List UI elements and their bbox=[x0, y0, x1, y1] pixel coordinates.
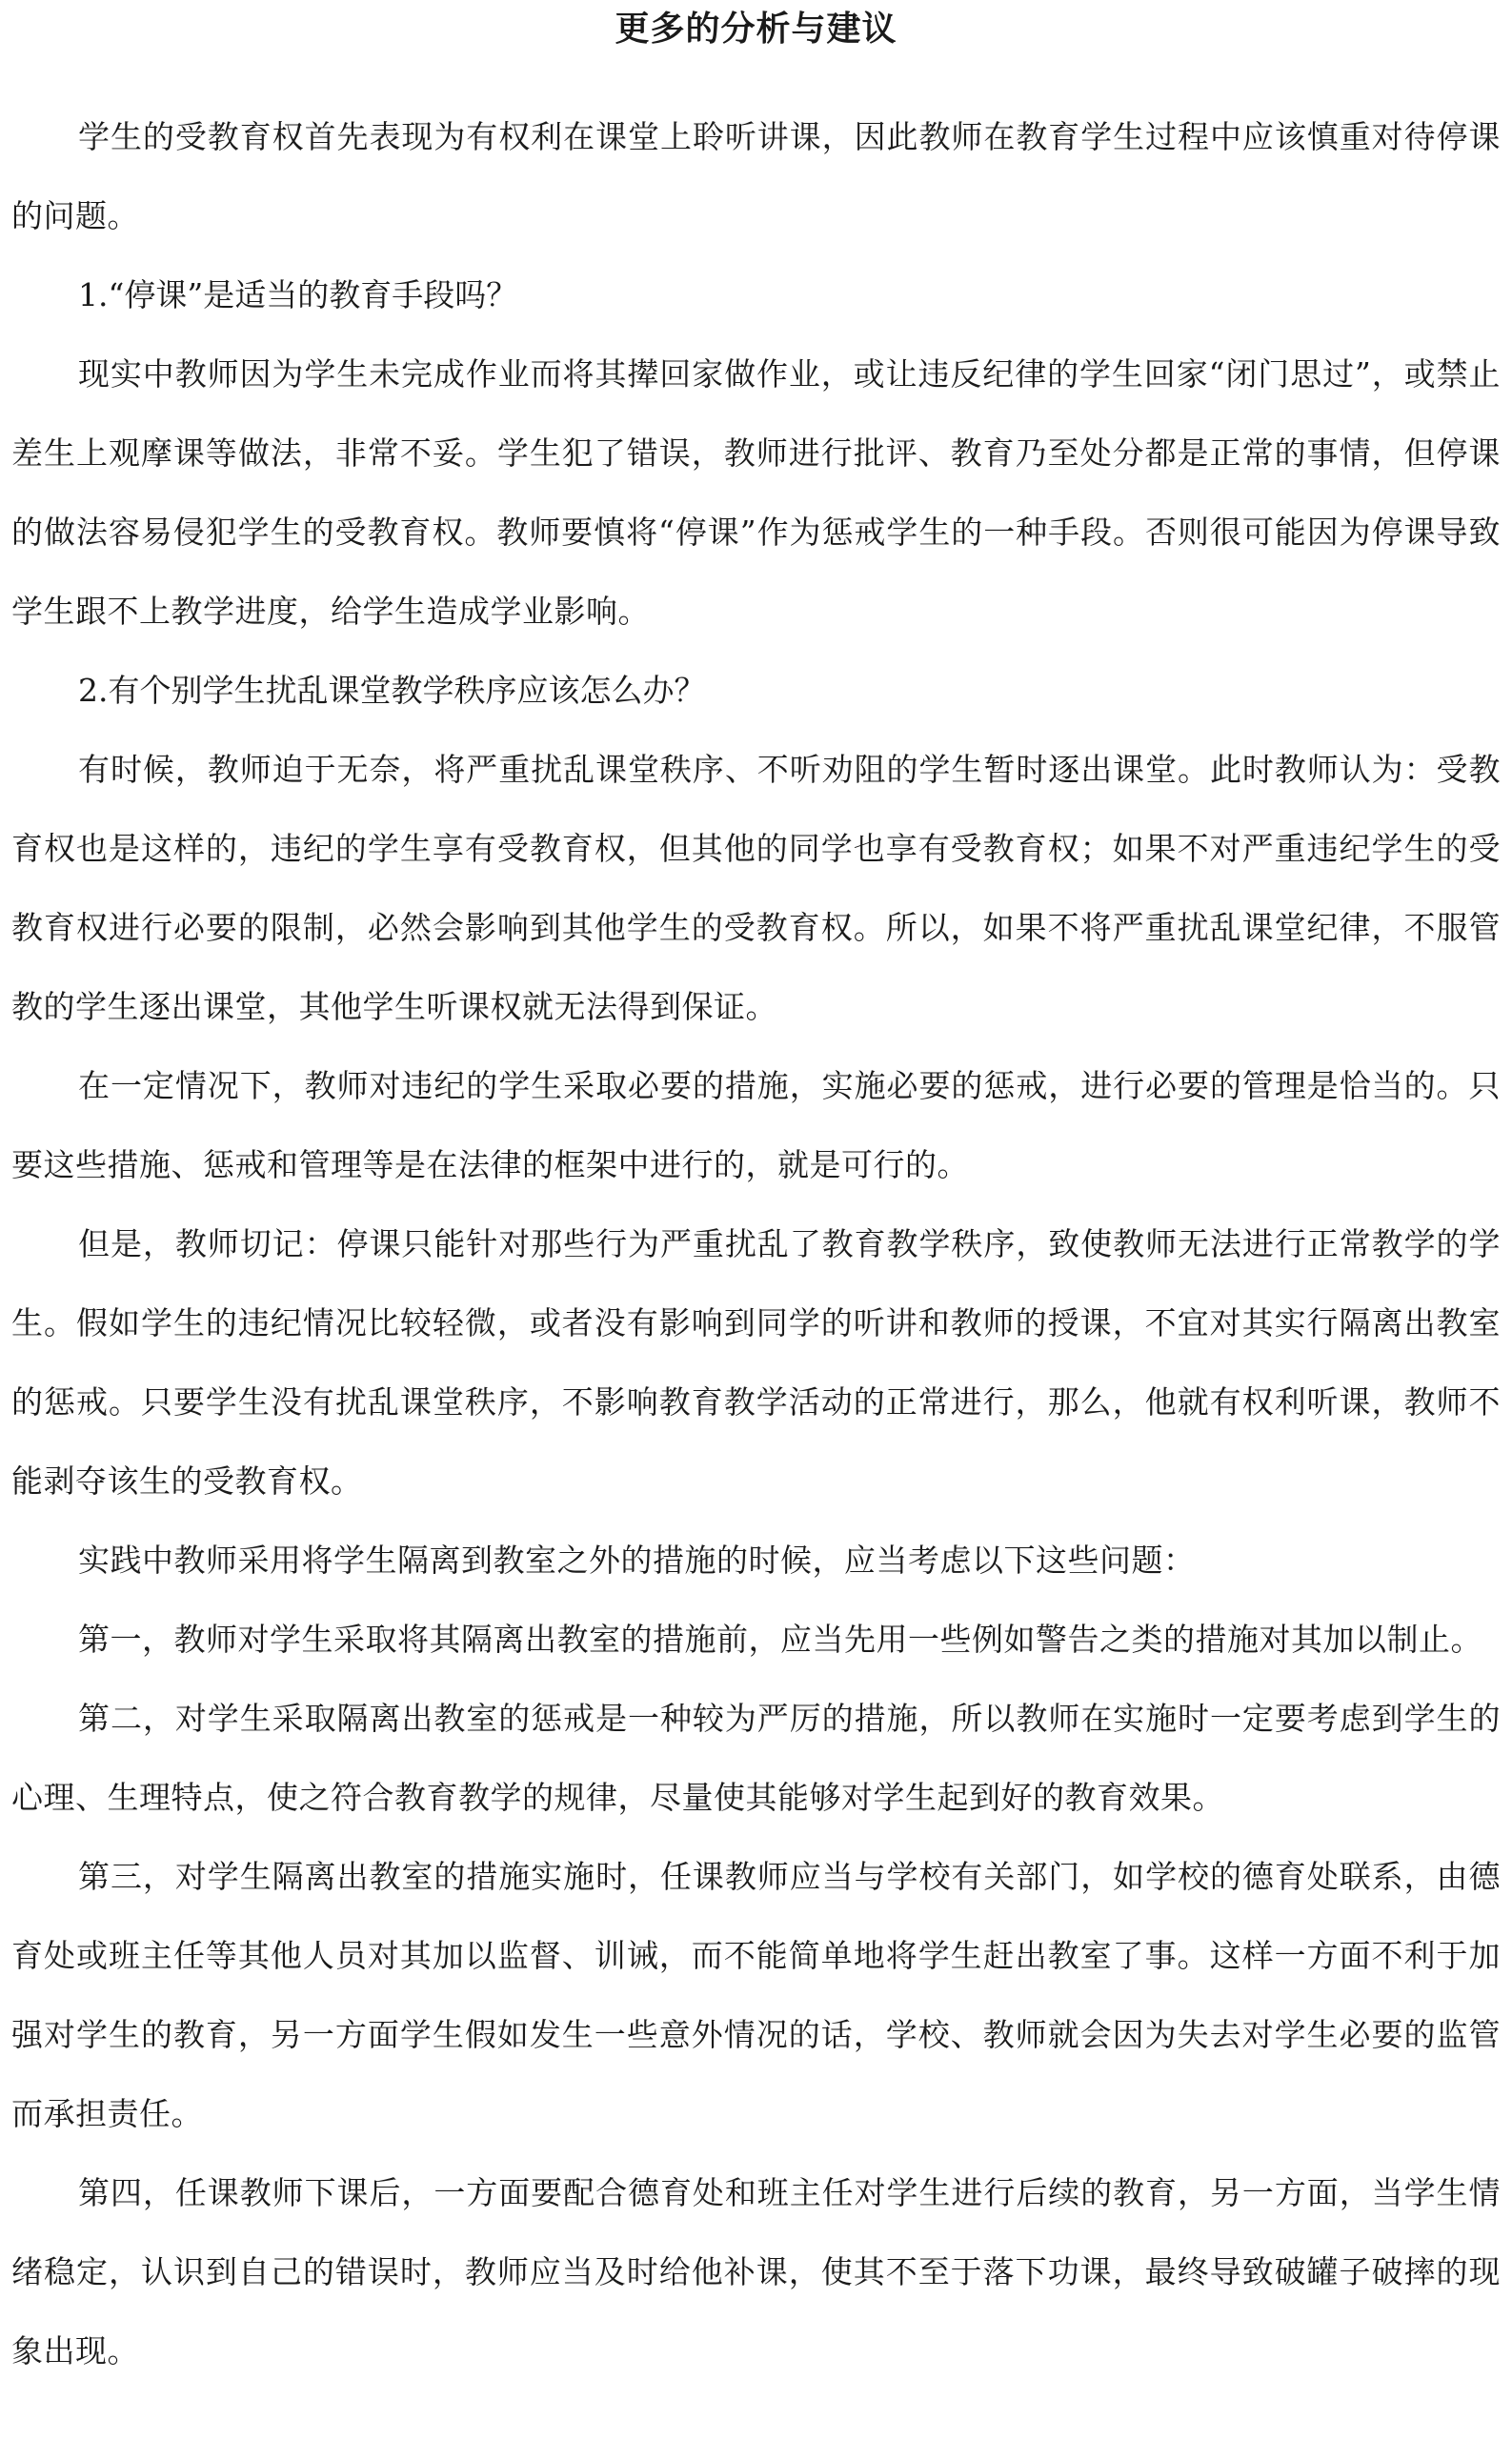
list-item-first: 第一，教师对学生采取将其隔离出教室的措施前，应当先用一些例如警告之类的措施对其加以制止。 bbox=[78, 1621, 1482, 1658]
body-paragraph: 有时候，教师迫于无奈，将严重扰乱课堂秩序、不听劝阻的学生暂时逐出课堂。此时教师认为：受教育权也是这样的，违纪的学生享有受教育权，但其他的同学也享有受教育权；如果不对严重违纪学生的受教育权进行必要的限制，必然会影响到其他学生的受教育权。所以，如果不将严重扰乱课堂纪律，不服管教的学生逐出课堂，其他学生听课权就无法得到保证。 bbox=[11, 751, 1501, 1025]
body-paragraph: 实践中教师采用将学生隔离到教室之外的措施的时候，应当考虑以下这些问题： bbox=[78, 1542, 1196, 1579]
body-paragraph: 现实中教师因为学生未完成作业而将其撵回家做作业，或让违反纪律的学生回家“闭门思过”，或禁止差生上观摩课等做法，非常不妥。学生犯了错误，教师进行批评、教育乃至处分都是正常的事情，但停课的做法容易侵犯学生的受教育权。教师要慎将“停课”作为惩戒学生的一种手段。否则很可能因为停课导致学生跟不上教学进度，给学生造成学业影响。 bbox=[11, 355, 1501, 630]
section-heading-2: 2.有个别学生扰乱课堂教学秩序应该怎么办？ bbox=[78, 672, 706, 709]
intro-paragraph: 学生的受教育权首先表现为有权利在课堂上聆听讲课，因此教师在教育学生过程中应该慎重对待停课的问题。 bbox=[11, 118, 1501, 234]
body-paragraph: 但是，教师切记：停课只能针对那些行为严重扰乱了教育教学秩序，致使教师无法进行正常教学的学生。假如学生的违纪情况比较轻微，或者没有影响到同学的听讲和教师的授课，不宜对其实行隔离出教室的惩戒。只要学生没有扰乱课堂秩序，不影响教育教学活动的正常进行，那么，他就有权利听课，教师不能剥夺该生的受教育权。 bbox=[11, 1225, 1501, 1500]
list-item-second: 第二，对学生采取隔离出教室的惩戒是一种较为严厉的措施，所以教师在实施时一定要考虑到学生的心理、生理特点，使之符合教育教学的规律，尽量使其能够对学生起到好的教育效果。 bbox=[11, 1700, 1501, 1816]
list-item-fourth: 第四，任课教师下课后，一方面要配合德育处和班主任对学生进行后续的教育，另一方面，当学生情绪稳定，认识到自己的错误时，教师应当及时给他补课，使其不至于落下功课，最终导致破罐子破摔的现象出现。 bbox=[11, 2174, 1501, 2369]
section-heading-1: 1.“停课”是适当的教育手段吗？ bbox=[78, 276, 518, 313]
body-paragraph: 在一定情况下，教师对违纪的学生采取必要的措施，实施必要的惩戒，进行必要的管理是恰当的。只要这些措施、惩戒和管理等是在法律的框架中进行的，就是可行的。 bbox=[11, 1067, 1501, 1183]
list-item-third: 第三，对学生隔离出教室的措施实施时，任课教师应当与学校有关部门，如学校的德育处联系，由德育处或班主任等其他人员对其加以监督、训诫，而不能简单地将学生赶出教室了事。这样一方面不利于加强对学生的教育，另一方面学生假如发生一些意外情况的话，学校、教师就会因为失去对学生必要的监管而承担责任。 bbox=[11, 1858, 1501, 2132]
document-title: 更多的分析与建议 bbox=[615, 9, 897, 49]
